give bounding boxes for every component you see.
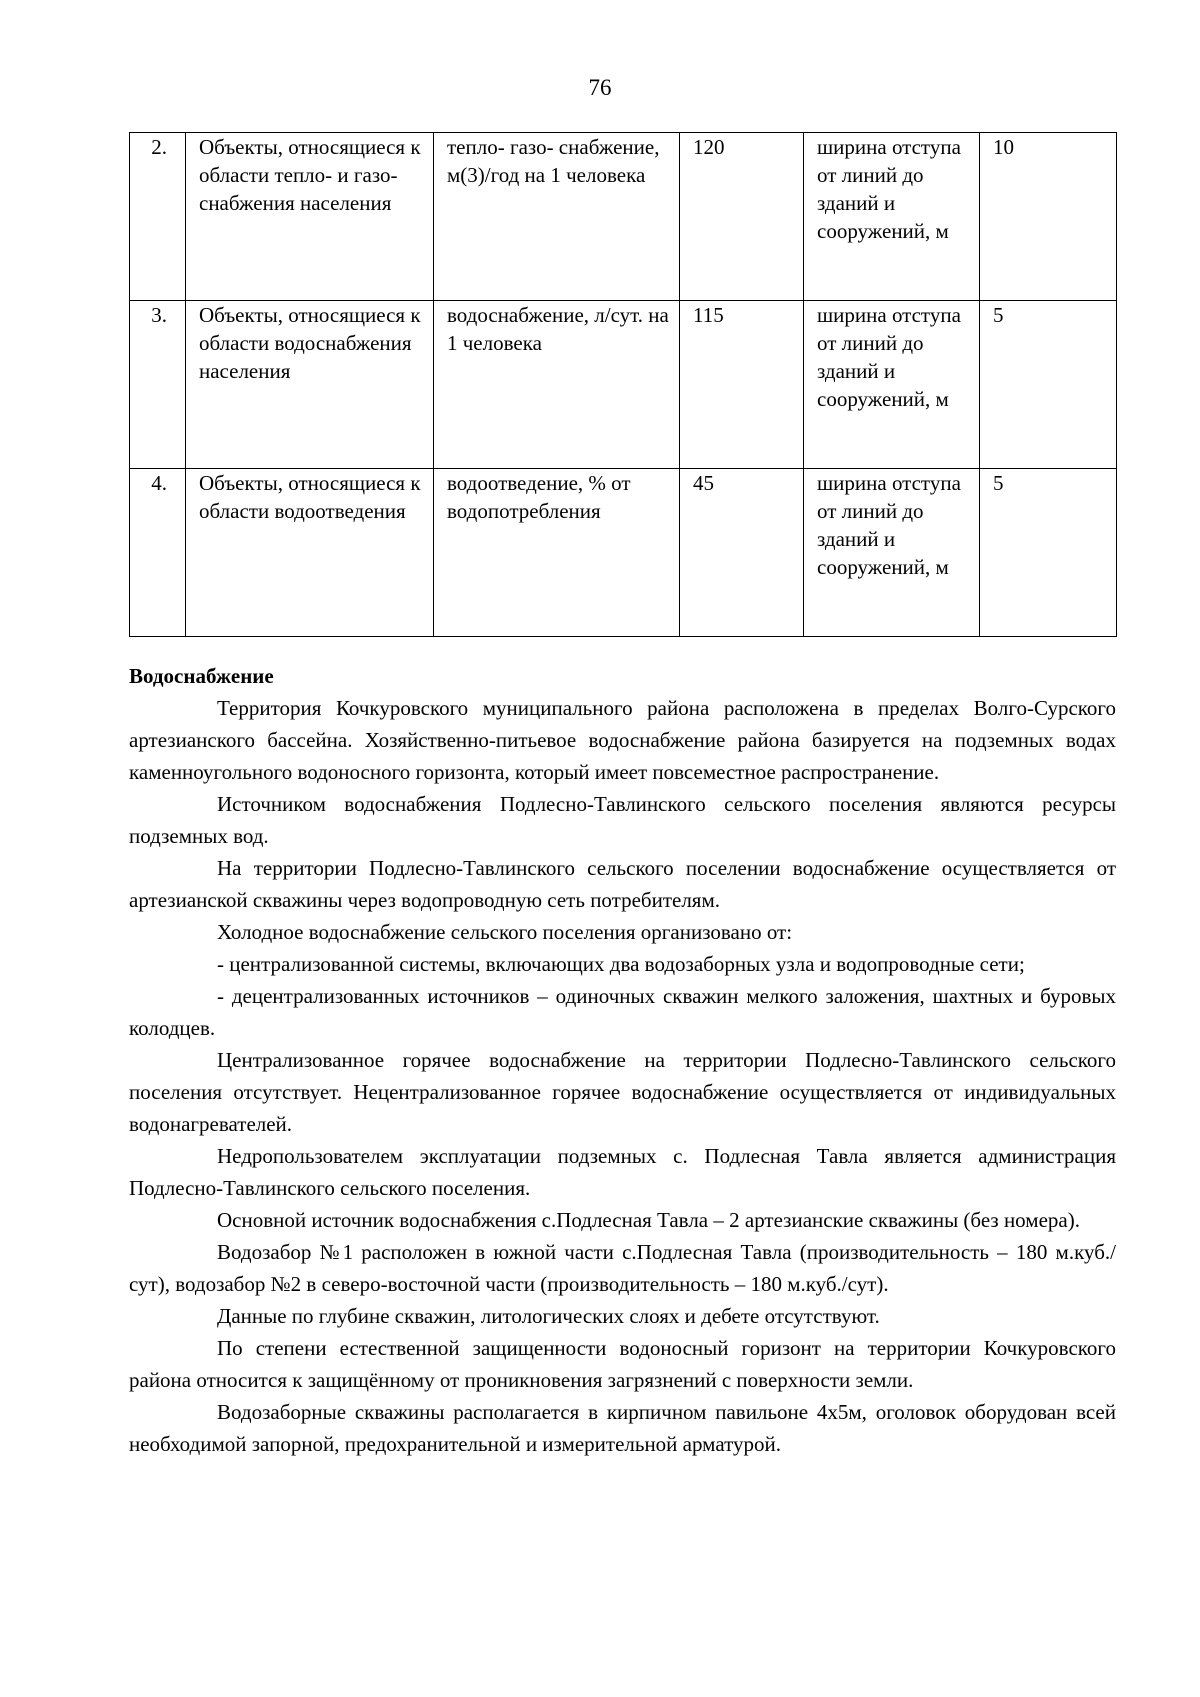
param-value-cell: 5 — [980, 469, 1117, 637]
section-heading: Водоснабжение — [129, 664, 274, 688]
paragraph: Территория Кочкуровского муниципального района расположена в пределах Волго-Сурского артезианского бассейна. Хозяйственно-питьевое водоснабжение района базируется на подземных водах каменноугольного водоносного горизонта, который имеет повсеместное распространение. — [129, 696, 1116, 784]
row-number: 4. — [130, 469, 186, 637]
standards-table — [129, 132, 1117, 637]
value-cell: 120 — [680, 133, 804, 301]
page-number: 76 — [588, 75, 612, 100]
table-row — [130, 133, 1117, 301]
section-body — [129, 660, 1116, 1460]
param-cell: ширина отступа от линий до зданий и сооружений, м — [804, 469, 980, 637]
row-number: 2. — [130, 133, 186, 301]
row-number: 3. — [130, 301, 186, 469]
value-cell: 45 — [680, 469, 804, 637]
paragraph: - децентрализованных источников – одиночных скважин мелкого заложения, шахтных и буровых колодцев. — [129, 984, 1116, 1040]
paragraph: - централизованной системы, включающих два водозаборных узла и водопроводные сети; — [217, 952, 1025, 976]
paragraph: На территории Подлесно-Тавлинского сельского поселении водоснабжение осуществляется от артезианской скважины через водопроводную сеть потребителям. — [129, 856, 1116, 912]
paragraph: Источником водоснабжения Подлесно-Тавлинского сельского поселения являются ресурсы подземных вод. — [129, 792, 1116, 848]
indicator-cell: водоотведение, % от водопотребления — [434, 469, 680, 637]
param-value-cell: 5 — [980, 301, 1117, 469]
param-cell: ширина отступа от линий до зданий и сооружений, м — [804, 301, 980, 469]
param-value-cell: 10 — [980, 133, 1117, 301]
paragraph: Недропользователем эксплуатации подземных с. Подлесная Тавла является администрация Подлесно-Тавлинского сельского поселения. — [129, 1144, 1116, 1200]
object-cell: Объекты, относящиеся к области тепло- и газо- снабжения населения — [186, 133, 434, 301]
indicator-cell: тепло- газо- снабжение, м(3)/год на 1 человека — [434, 133, 680, 301]
paragraph: Централизованное горячее водоснабжение на территории Подлесно-Тавлинского сельского поселения отсутствует. Нецентрализованное горячее водоснабжение осуществляется от индивидуальных водонагревателей. — [129, 1048, 1116, 1136]
paragraph: По степени естественной защищенности водоносный горизонт на территории Кочкуровского района относится к защищённому от проникновения загрязнений с поверхности земли. — [129, 1336, 1116, 1392]
paragraph: Водозаборные скважины располагается в кирпичном павильоне 4х5м, оголовок оборудован всей необходимой запорной, предохранительной и измерительной арматурой. — [129, 1400, 1116, 1456]
paragraph: Основной источник водоснабжения с.Подлесная Тавла – 2 артезианские скважины (без номера). — [217, 1208, 1080, 1232]
object-cell: Объекты, относящиеся к области водоснабжения населения — [186, 301, 434, 469]
paragraph: Водозабор №1 расположен в южной части с.Подлесная Тавла (производительность – 180 м.куб./сут), водозабор №2 в северо-восточной части (производительность – 180 м.куб./сут). — [129, 1240, 1116, 1296]
indicator-cell: водоснабжение, л/сут. на 1 человека — [434, 301, 680, 469]
object-cell: Объекты, относящиеся к области водоотведения — [186, 469, 434, 637]
paragraph: Данные по глубине скважин, литологических слоях и дебете отсутствуют. — [217, 1304, 880, 1328]
table-row — [130, 301, 1117, 469]
param-cell: ширина отступа от линий до зданий и сооружений, м — [804, 133, 980, 301]
value-cell: 115 — [680, 301, 804, 469]
table-row — [130, 469, 1117, 637]
paragraph: Холодное водоснабжение сельского поселения организовано от: — [217, 920, 793, 944]
